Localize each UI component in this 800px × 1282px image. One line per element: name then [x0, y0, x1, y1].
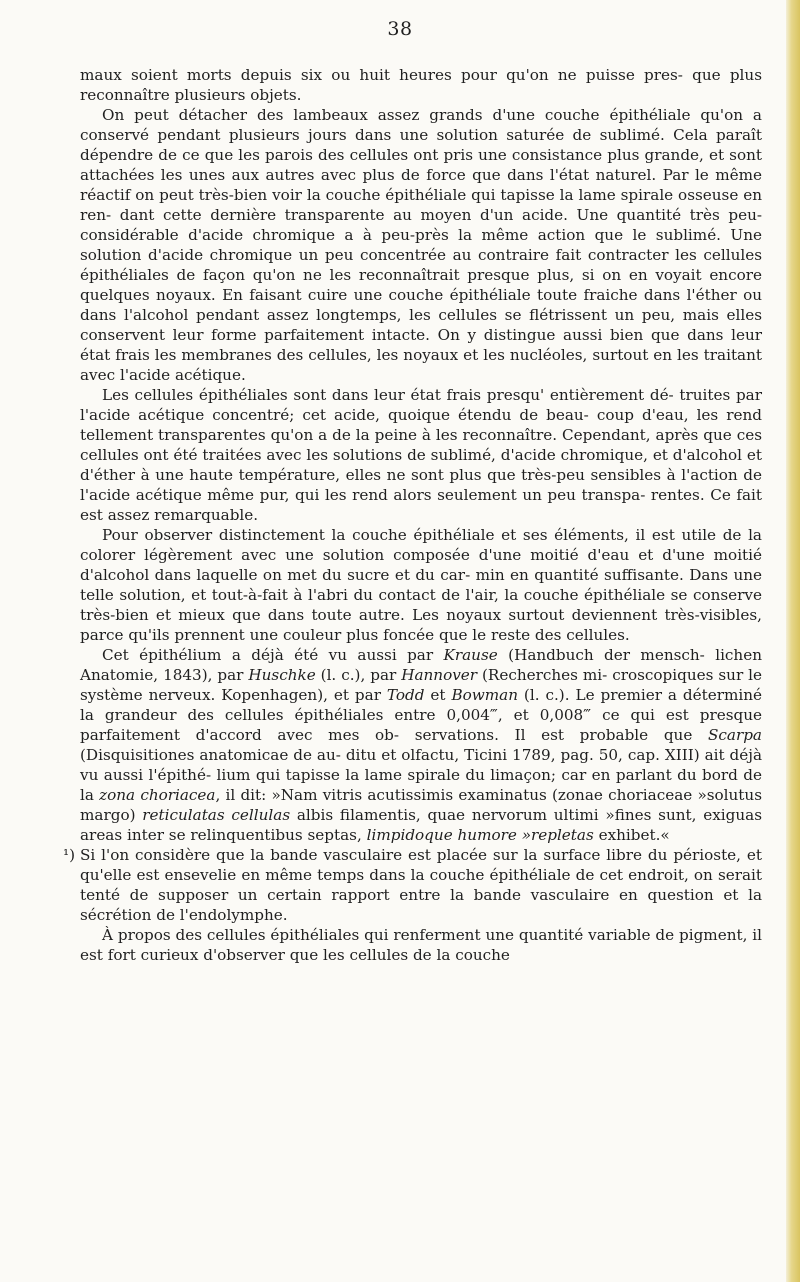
paragraph-1: maux soient morts depuis six ou huit heures pour qu'on ne puisse pres- que plus reconnaître plusieurs objets. — [80, 66, 762, 104]
paragraph-5 — [80, 645, 762, 845]
term-limpidoque-humore: limpidoque humore »repletas — [366, 826, 594, 844]
term-zona-choriacea: zona choriacea — [99, 786, 216, 804]
author-krause: Krause — [443, 646, 498, 664]
page-edge-strip — [786, 0, 800, 1282]
author-hannover: Hannover — [401, 666, 478, 684]
text-run: , il dit: »Nam vitris acutissimis examinatus (zonae choriaceae »solutus margo) — [80, 786, 762, 824]
text-run: (Handbuch der mensch- lichen Anatomie, 1843), par — [80, 646, 762, 684]
text-run: albis filamentis, quae nervorum ultimi »fines sunt, exiguas areas inter se relinquentibus septas, — [80, 806, 762, 844]
text-run: exhibet.« — [593, 826, 670, 844]
paragraph-2: On peut détacher des lambeaux assez grands d'une couche épithéliale qu'on a conservé pendant plusieurs jours dans une solution saturée de sublimé. Cela paraît dépendre de ce que les parois des cellules ont pris une consistance plus grande, et sont attachées les unes aux autres avec plus de force que dans l'état naturel. Par le même réactif on peut très-bien voir la couche épithéliale qui tapisse la lame spirale osseuse en ren- dant cette dernière transparente au moyen d'un acide. Une quantité très peu-considérable d'acide chromique a à peu-près la même action que le sublimé. Une solution d'acide chromique un peu concentrée au contraire fait contracter les cellules épithéliales de façon qu'on ne les reconnaîtrait presque plus, si on en voyait encore quelques noyaux. En faisant cuire une couche épithéliale toute fraiche dans l'éther ou dans l'alcohol pendant assez longtemps, les cellules se flétrissent un peu, mais elles conservent leur forme parfaitement intacte. On y distingue aussi bien que dans leur état frais les membranes des cellules, les noyaux et les nucléoles, surtout en les traitant avec l'acide acétique. — [80, 106, 762, 384]
footnote-marker: ¹) — [63, 846, 76, 864]
body-text — [63, 65, 763, 965]
footnote — [63, 845, 762, 965]
footnote-paragraph-2: À propos des cellules épithéliales qui renferment une quantité variable de pigment, il est fort curieux d'observer que les cellules de la couche — [80, 926, 762, 964]
author-scarpa: Scarpa — [707, 726, 762, 744]
author-todd: Todd — [386, 686, 425, 704]
text-run: (Disquisitiones anatomicae de au- ditu et olfactu, Ticini 1789, pag. 50, cap. XIII) ait déjà vu aussi l'épithé- lium qui tapisse la lame spirale du limaçon; car en parlant du bord de la — [80, 746, 762, 804]
text-run: et — [424, 686, 452, 704]
text-run: (l. c.). Le premier a déterminé la grandeur des cellules épithéliales entre 0,004‴, et 0,008‴ ce qui est presque parfaitement d'accord avec mes ob- servations. Il est probable que — [80, 686, 763, 744]
text-run: (l. c.), par — [315, 666, 402, 684]
author-huschke: Huschke — [248, 666, 316, 684]
text-run: (Recherches mi- croscopiques sur le système nerveux. Kopenhagen), et par — [80, 666, 762, 704]
author-bowman: Bowman — [451, 686, 518, 704]
paragraph-3: Les cellules épithéliales sont dans leur état frais presqu' entièrement dé- truites par l'acide acétique concentré; cet acide, quoique étendu de beau- coup d'eau, les rend tellement transparentes qu'on a de la peine à les reconnaître. Cependant, après que ces cellules ont été traitées avec les solutions de sublimé, d'acide chromique, et d'alcohol et d'éther à une haute température, elles ne sont plus que très-peu sensibles à l'action de l'acide acétique même pur, qui les rend alors seulement un peu transpa- rentes. Ce fait est assez remarquable. — [80, 386, 762, 524]
text-run: Cet épithélium a déjà été vu aussi par — [102, 646, 444, 664]
page-number: 38 — [387, 18, 413, 40]
term-reticulatas-cellulas: reticulatas cellulas — [142, 806, 291, 824]
paragraph-4: Pour observer distinctement la couche épithéliale et ses éléments, il est utile de la colorer légèrement avec une solution composée d'une moitié d'eau et d'une moitié d'alcohol dans laquelle on met du sucre et du car- min en quantité suffisante. Dans une telle solution, et tout-à-fait à l'abri du contact de l'air, la couche épithéliale se conserve très-bien et mieux que dans toute autre. Les noyaux surtout deviennent très-visibles, parce qu'ils prennent une couleur plus foncée que le reste des cellules. — [80, 526, 762, 644]
footnote-paragraph-1: Si l'on considère que la bande vasculaire est placée sur la surface libre du périoste, et qu'elle est ensevelie en même temps dans la couche épithéliale de cet endroit, on serait tenté de supposer un certain rapport entre la bande vasculaire en question et la sécrétion de l'endolymphe. — [80, 846, 762, 924]
